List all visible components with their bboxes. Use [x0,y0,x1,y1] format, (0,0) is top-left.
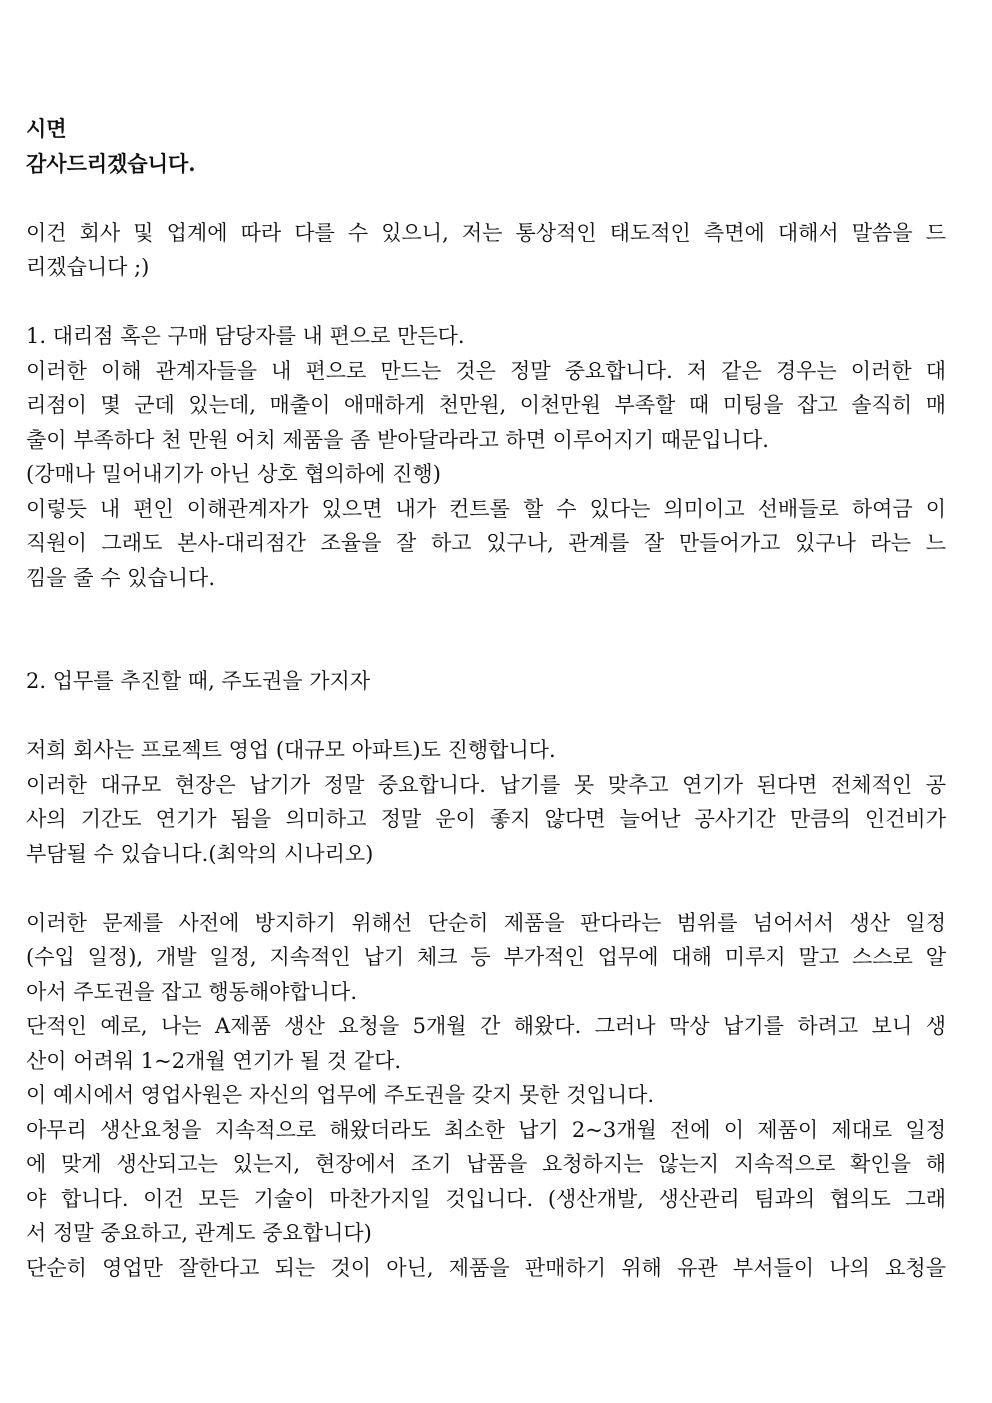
section-2 [26,664,946,1285]
paragraph-line: 사의 기간도 연기가 됨을 의미하고 정말 운이 좋지 않다면 늘어난 공사기간 만큼의 인건비가 [26,807,946,831]
paragraph-line: 이러한 이해 관계자들을 내 편으로 만드는 것은 정말 중요합니다. 저 같은 경우는 이러한 대 [26,358,946,383]
paragraph-line: 아서 주도권을 잡고 행동해야합니다. [26,979,357,1004]
spacer [26,699,946,734]
paragraph-line: 야 합니다. 이건 모든 기술이 마찬가지일 것입니다. (생산개발, 생산관리 팀과의 협의도 그래 [26,1186,946,1211]
paragraph-line: 아무리 생산요청을 지속적으로 해왔더라도 최소한 납기 2~3개월 전에 이 제품이 제대로 일정 [26,1117,946,1142]
paragraph-line: 이렇듯 내 편인 이해관계자가 있으면 내가 컨트롤 할 수 있다는 의미이고 선배들로 하여금 이 [26,496,946,521]
paragraph-line: (수입 일정), 개발 일정, 지속적인 납기 체크 등 부가적인 업무에 대해 미루지 말고 스스로 알 [26,945,946,969]
section-title: 1. 대리점 혹은 구매 담당자를 내 편으로 만든다. [26,324,465,348]
paragraph-line: 이 예시에서 영업사원은 자신의 업무에 주도권을 갖지 못한 것입니다. [26,1083,655,1107]
paragraph-line: 리겠습니다 ;) [26,255,150,279]
heading-line: 시면 [26,116,67,141]
paragraph-line: 산이 어려워 1~2개월 연기가 될 것 같다. [26,1048,402,1073]
document-body [26,112,946,1285]
heading [26,112,946,181]
spacer [26,181,946,216]
paragraph-line: 단순히 영업만 잘한다고 되는 것이 아닌, 제품을 판매하기 위해 유관 부서들이 나의 요청을 [26,1255,946,1280]
section-1 [26,319,946,595]
paragraph-line: 직원이 그래도 본사-대리점간 조율을 잘 하고 있구나, 관계를 잘 만들어가고 있구나 라는 느 [26,531,946,555]
spacer [26,595,946,664]
spacer [26,285,946,320]
paragraph-line: 부담될 수 있습니다.(최악의 시나리오) [26,841,374,866]
spacer [26,871,946,906]
intro-paragraph [26,216,946,285]
heading-line: 감사드리겠습니다. [26,150,196,176]
paragraph-line: 이러한 문제를 사전에 방지하기 위해선 단순히 제품을 판다라는 범위를 넘어서서 생산 일정 [26,910,946,935]
paragraph-line: 저희 회사는 프로젝트 영업 (대규모 아파트)도 진행합니다. [26,738,556,762]
paragraph-line: 단적인 예로, 나는 A제품 생산 요청을 5개월 간 해왔다. 그러나 막상 납기를 하려고 보니 생 [26,1014,946,1038]
note-line: (강매나 밀어내기가 아닌 상호 협의하에 진행) [26,462,441,486]
paragraph-line: 이러한 대규모 현장은 납기가 정말 중요합니다. 납기를 못 맞추고 연기가 된다면 전체적인 공 [26,772,946,797]
paragraph-line: 리점이 몇 군데 있는데, 매출이 애매하게 천만원, 이천만원 부족할 때 미팅을 잡고 솔직히 매 [26,393,946,417]
paragraph-line: 에 맞게 생산되고는 있는지, 현장에서 조기 납품을 요청하지는 않는지 지속적으로 확인을 해 [26,1152,946,1176]
paragraph-line: 출이 부족하다 천 만원 어치 제품을 좀 받아달라라고 하면 이루어지기 때문입니다. [26,427,769,452]
paragraph-line: 낌을 줄 수 있습니다. [26,565,215,590]
paragraph-line: 이건 회사 및 업계에 따라 다를 수 있으니, 저는 통상적인 태도적인 측면에 대해서 말씀을 드 [26,220,946,245]
paragraph-line: 서 정말 중요하고, 관계도 중요합니다) [26,1221,372,1245]
section-title: 2. 업무를 추진할 때, 주도권을 가지자 [26,669,371,693]
